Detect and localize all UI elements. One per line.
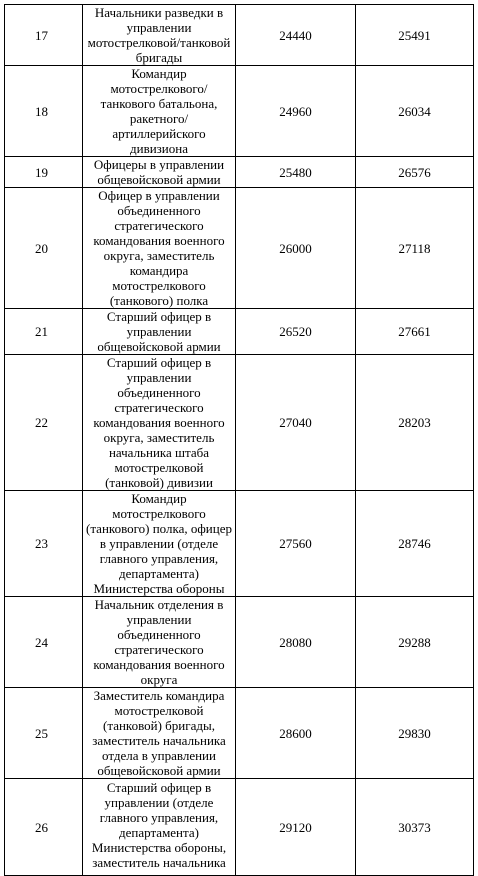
salary-value-1: 27040 [236, 355, 356, 491]
table-row [5, 5, 474, 66]
salary-value-1: 24960 [236, 66, 356, 157]
salary-value-2: 28203 [356, 355, 474, 491]
row-number: 20 [5, 188, 83, 309]
salary-value-1: 26000 [236, 188, 356, 309]
salary-value-1: 29120 [236, 779, 356, 876]
position-description: Старший офицер в управлении (отделе главного управления, департамента) Министерства обороны, заместитель начальника [83, 779, 236, 876]
salary-value-2: 26576 [356, 157, 474, 188]
row-number: 26 [5, 779, 83, 876]
salary-value-2: 27661 [356, 309, 474, 355]
salary-value-1: 25480 [236, 157, 356, 188]
row-number: 23 [5, 491, 83, 597]
position-description: Офицер в управлении объединенного стратегического командования военного округа, заместитель командира мотострелкового (танкового) полка [83, 188, 236, 309]
salary-value-2: 25491 [356, 5, 474, 66]
pay-table [4, 4, 474, 876]
position-description: Начальник отделения в управлении объединенного стратегического командования военного округа [83, 597, 236, 688]
salary-value-2: 26034 [356, 66, 474, 157]
salary-value-2: 29288 [356, 597, 474, 688]
position-description: Офицеры в управлении общевойсковой армии [83, 157, 236, 188]
table-row [5, 355, 474, 491]
salary-value-1: 24440 [236, 5, 356, 66]
row-number: 24 [5, 597, 83, 688]
table-row [5, 491, 474, 597]
table-row [5, 597, 474, 688]
row-number: 22 [5, 355, 83, 491]
position-description: Командир мотострелкового/танкового батальона, ракетного/артиллерийского дивизиона [83, 66, 236, 157]
row-number: 25 [5, 688, 83, 779]
row-number: 17 [5, 5, 83, 66]
salary-value-2: 30373 [356, 779, 474, 876]
position-description: Командир мотострелкового (танкового) полка, офицер в управлении (отделе главного управления, департамента) Министерства обороны [83, 491, 236, 597]
row-number: 18 [5, 66, 83, 157]
position-description: Старший офицер в управлении общевойсковой армии [83, 309, 236, 355]
row-number: 19 [5, 157, 83, 188]
position-description: Старший офицер в управлении объединенного стратегического командования военного округа, заместитель начальника штаба мотострелковой (танковой) дивизии [83, 355, 236, 491]
table-row [5, 688, 474, 779]
salary-value-2: 28746 [356, 491, 474, 597]
salary-value-1: 26520 [236, 309, 356, 355]
position-description: Начальники разведки в управлении мотострелковой/танковой бригады [83, 5, 236, 66]
table-row [5, 157, 474, 188]
position-description: Заместитель командира мотострелковой (танковой) бригады, заместитель начальника отдела в управлении общевойсковой армии [83, 688, 236, 779]
table-row [5, 188, 474, 309]
row-number: 21 [5, 309, 83, 355]
salary-value-1: 28600 [236, 688, 356, 779]
salary-value-1: 27560 [236, 491, 356, 597]
salary-value-1: 28080 [236, 597, 356, 688]
salary-value-2: 27118 [356, 188, 474, 309]
table-row [5, 779, 474, 876]
table-row [5, 309, 474, 355]
salary-value-2: 29830 [356, 688, 474, 779]
table-row [5, 66, 474, 157]
